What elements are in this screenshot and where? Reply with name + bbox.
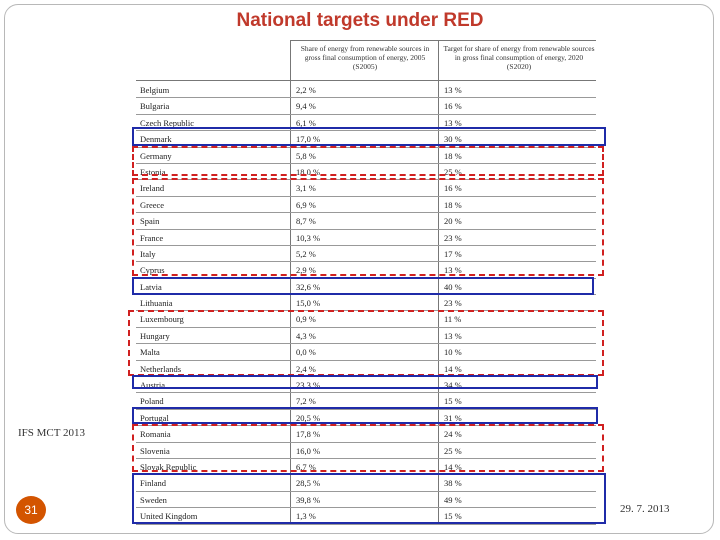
share-2005-cell: 17,0 % bbox=[296, 134, 321, 145]
highlight-box-denmark bbox=[132, 127, 606, 146]
share-2005-cell: 7,2 % bbox=[296, 396, 316, 407]
share-2005-cell: 32,6 % bbox=[296, 281, 321, 292]
share-2005-cell: 39,8 % bbox=[296, 494, 321, 505]
country-cell: France bbox=[140, 232, 164, 243]
country-cell: Slovak Republic bbox=[140, 461, 197, 472]
share-2005-cell: 2,9 % bbox=[296, 265, 316, 276]
highlight-box-finland-uk bbox=[132, 473, 606, 524]
share-2005-cell: 6,1 % bbox=[296, 117, 316, 128]
country-cell: Belgium bbox=[140, 85, 170, 95]
country-cell: Portugal bbox=[140, 412, 169, 423]
target-2020-cell: 18 % bbox=[444, 150, 462, 161]
header-bottom-rule bbox=[136, 80, 596, 81]
target-2020-cell: 49 % bbox=[444, 494, 462, 505]
share-2005-cell: 10,3 % bbox=[296, 232, 321, 243]
target-2020-cell: 11 % bbox=[444, 314, 462, 325]
share-2005-cell: 8,7 % bbox=[296, 216, 316, 227]
slide-title: National targets under RED bbox=[236, 10, 484, 31]
target-2020-cell: 31 % bbox=[444, 412, 462, 423]
country-cell: Slovenia bbox=[140, 445, 170, 456]
table-row bbox=[136, 98, 596, 114]
country-cell: Romania bbox=[140, 429, 171, 440]
country-cell: Sweden bbox=[140, 494, 167, 505]
share-2005-cell: 16,0 % bbox=[296, 445, 321, 456]
highlight-box-latvia bbox=[132, 277, 594, 295]
target-2020-cell: 10 % bbox=[444, 347, 462, 358]
target-2020-cell: 13 % bbox=[444, 265, 462, 276]
target-2020-cell: 16 % bbox=[444, 183, 462, 194]
target-2020-cell: 18 % bbox=[444, 199, 462, 210]
target-2020-cell: 13 % bbox=[444, 117, 462, 128]
share-2005-cell: 5,2 % bbox=[296, 248, 316, 259]
country-cell: Lithuania bbox=[140, 298, 173, 309]
share-2005-cell: 4,3 % bbox=[296, 330, 316, 341]
target-2020-cell: 34 % bbox=[444, 380, 462, 391]
share-2005-cell: 15,0 % bbox=[296, 298, 321, 309]
share-2005-cell: 5,8 % bbox=[296, 150, 316, 161]
highlight-box-portugal bbox=[132, 407, 598, 424]
share-2005-cell: 2,2 % bbox=[296, 85, 316, 95]
table-row bbox=[136, 295, 596, 311]
share-2005-cell: 3,1 % bbox=[296, 183, 316, 194]
highlight-box-romania-slovakia bbox=[132, 424, 604, 472]
country-cell: Ireland bbox=[140, 183, 165, 194]
country-cell: Spain bbox=[140, 216, 160, 227]
target-2020-cell: 25 % bbox=[444, 166, 462, 177]
target-2020-cell: 13 % bbox=[444, 85, 462, 95]
share-2005-cell: 28,5 % bbox=[296, 478, 321, 489]
target-2020-cell: 25 % bbox=[444, 445, 462, 456]
country-cell: Bulgaria bbox=[140, 101, 170, 112]
share-2005-cell: 6,7 % bbox=[296, 461, 316, 472]
country-cell: Denmark bbox=[140, 134, 172, 145]
country-cell: Greece bbox=[140, 199, 165, 210]
country-cell: United Kingdom bbox=[140, 511, 198, 522]
header-share-2005: Share of energy from renewable sources in gross final consumption of energy, 2005 (S2005) bbox=[300, 44, 430, 71]
share-2005-cell: 17,8 % bbox=[296, 429, 321, 440]
header-country bbox=[136, 40, 290, 80]
share-2005-cell: 0,9 % bbox=[296, 314, 316, 325]
country-cell: Hungary bbox=[140, 330, 170, 341]
target-2020-cell: 15 % bbox=[444, 511, 462, 522]
highlight-box-germany-estonia bbox=[132, 146, 604, 176]
target-2020-cell: 20 % bbox=[444, 216, 462, 227]
target-2020-cell: 24 % bbox=[444, 429, 462, 440]
share-2005-cell: 1,3 % bbox=[296, 511, 316, 522]
share-2005-cell: 18,0 % bbox=[296, 166, 321, 177]
header-top-rule bbox=[290, 40, 596, 41]
target-2020-cell: 38 % bbox=[444, 478, 462, 489]
target-2020-cell: 17 % bbox=[444, 248, 462, 259]
country-cell: Cyprus bbox=[140, 265, 165, 276]
country-cell: Italy bbox=[140, 248, 156, 259]
country-cell: Estonia bbox=[140, 166, 166, 177]
target-2020-cell: 14 % bbox=[444, 363, 462, 374]
share-2005-cell: 9,4 % bbox=[296, 101, 316, 112]
country-cell: Czech Republic bbox=[140, 117, 195, 128]
footer-source: IFS MCT 2013 bbox=[18, 427, 86, 439]
share-2005-cell: 20,5 % bbox=[296, 412, 321, 423]
header-target-2020: Target for share of energy from renewable sources in gross final consumption of energy, 2020 (S2020) bbox=[443, 44, 595, 71]
share-2005-cell: 23,3 % bbox=[296, 380, 321, 391]
country-cell: Luxembourg bbox=[140, 314, 184, 325]
target-2020-cell: 23 % bbox=[444, 232, 462, 243]
target-2020-cell: 14 % bbox=[444, 461, 462, 472]
footer-date: 29. 7. 2013 bbox=[620, 503, 670, 515]
highlight-box-austria bbox=[132, 375, 598, 389]
table-row bbox=[136, 82, 596, 98]
country-cell: Poland bbox=[140, 396, 164, 407]
target-2020-cell: 23 % bbox=[444, 298, 462, 309]
highlight-box-ireland-cyprus bbox=[132, 178, 604, 276]
country-cell: Malta bbox=[140, 347, 160, 358]
page-number-badge: 31 bbox=[16, 496, 46, 524]
target-2020-cell: 15 % bbox=[444, 396, 462, 407]
highlight-box-luxembourg-netherlands bbox=[128, 310, 604, 376]
country-cell: Austria bbox=[140, 380, 166, 391]
share-2005-cell: 2,4 % bbox=[296, 363, 316, 374]
target-2020-cell: 16 % bbox=[444, 101, 462, 112]
country-cell: Finland bbox=[140, 478, 166, 489]
country-cell: Latvia bbox=[140, 281, 162, 292]
share-2005-cell: 6,9 % bbox=[296, 199, 316, 210]
share-2005-cell: 0,0 % bbox=[296, 347, 316, 358]
country-cell: Netherlands bbox=[140, 363, 182, 374]
target-2020-cell: 13 % bbox=[444, 330, 462, 341]
target-2020-cell: 30 % bbox=[444, 134, 462, 145]
country-cell: Germany bbox=[140, 150, 172, 161]
target-2020-cell: 40 % bbox=[444, 281, 462, 292]
